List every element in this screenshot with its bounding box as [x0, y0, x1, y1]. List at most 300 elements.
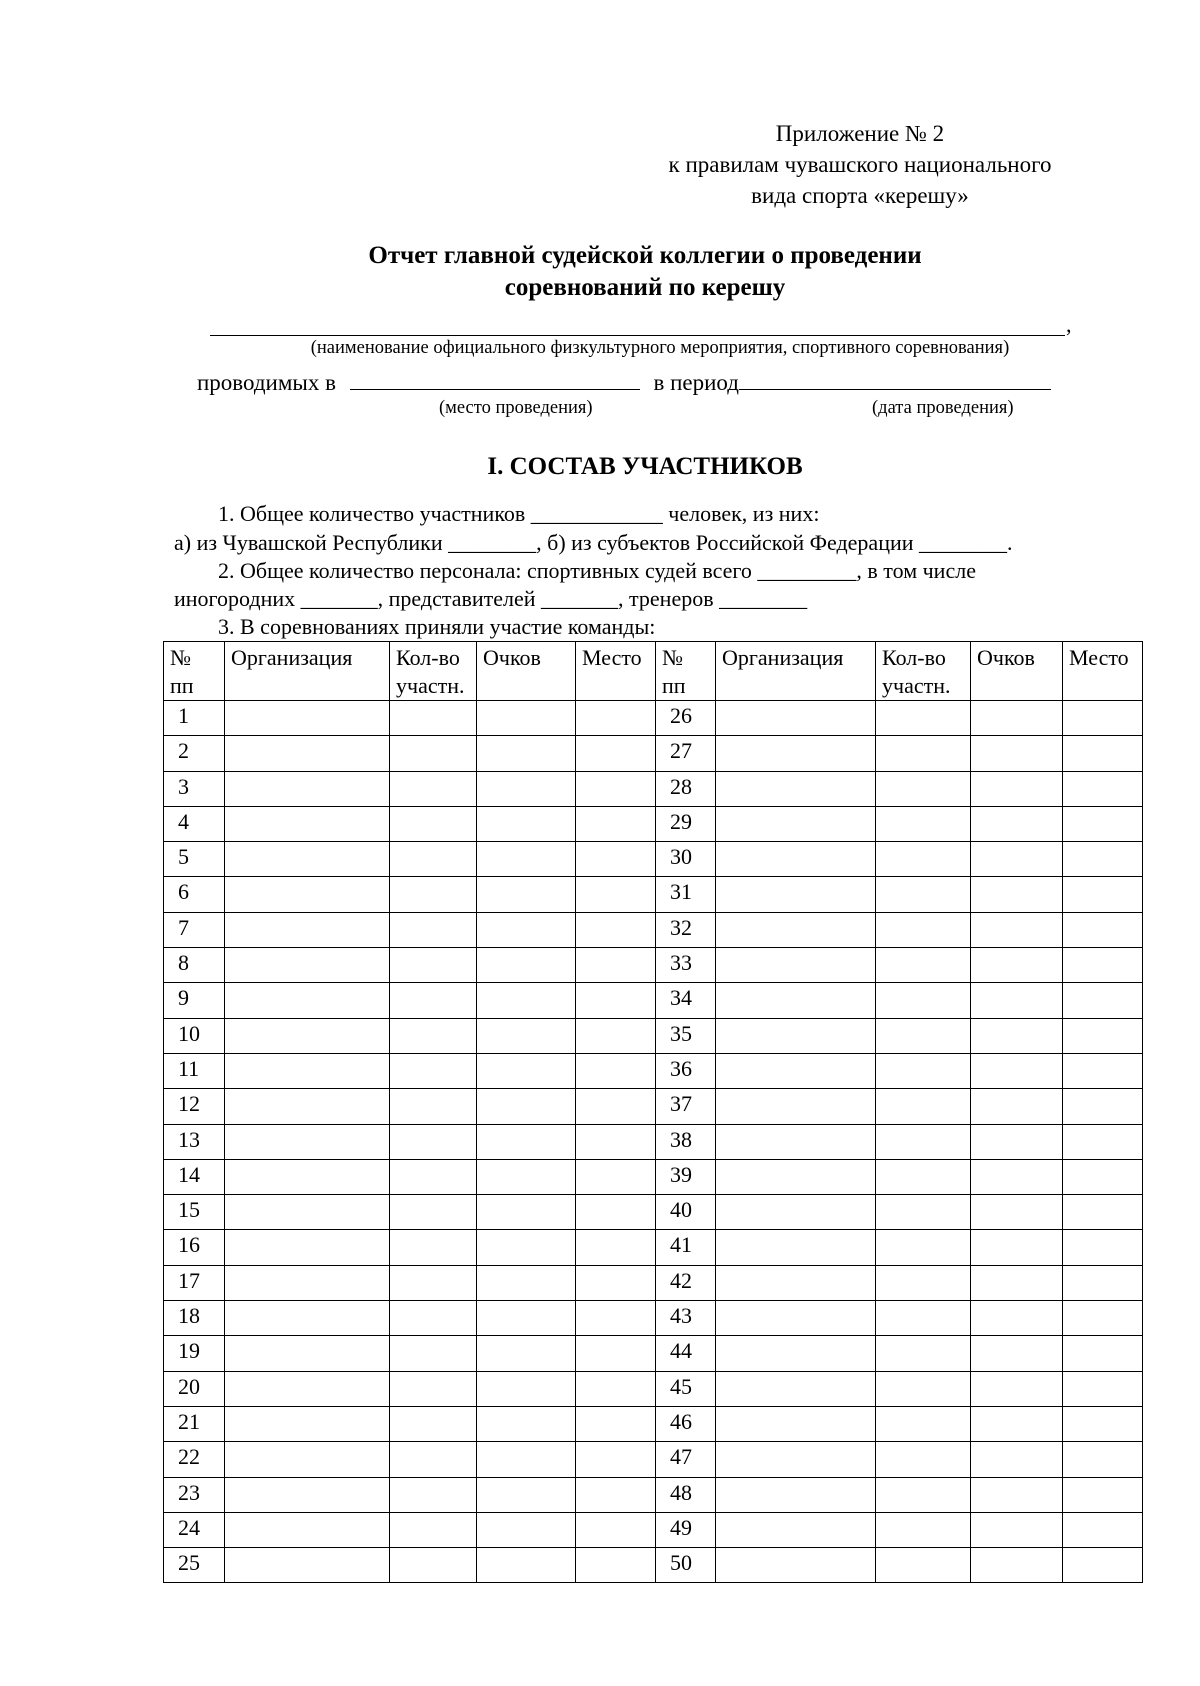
table-row — [164, 1548, 1143, 1583]
points-cell[interactable] — [971, 912, 1063, 947]
participants-count-cell[interactable] — [876, 1301, 971, 1336]
points-cell[interactable] — [971, 1512, 1063, 1547]
points-cell[interactable] — [971, 842, 1063, 877]
place-cell[interactable] — [1063, 877, 1143, 912]
place-cell[interactable] — [1063, 1442, 1143, 1477]
appendix-line-1: Приложение № 2 — [775, 121, 945, 146]
points-cell[interactable] — [477, 1053, 576, 1088]
participants-count-cell[interactable] — [876, 736, 971, 771]
organization-cell[interactable] — [716, 736, 876, 771]
table-row — [164, 771, 1143, 806]
points-cell[interactable] — [477, 1159, 576, 1194]
participants-count-cell[interactable] — [390, 1512, 477, 1547]
paragraph-3: 3. В соревнованиях приняли участие команды: — [218, 614, 656, 639]
place-cell[interactable] — [576, 1442, 656, 1477]
column-header — [1063, 642, 1143, 701]
participants-count-cell[interactable] — [390, 1053, 477, 1088]
participants-count-cell[interactable] — [390, 1265, 477, 1300]
place-cell[interactable] — [1063, 1265, 1143, 1300]
participants-count-cell[interactable] — [390, 1336, 477, 1371]
points-cell[interactable] — [477, 842, 576, 877]
place-field[interactable] — [350, 365, 640, 390]
row-number-cell: 31 — [656, 877, 716, 912]
row-number-cell: 49 — [656, 1512, 716, 1547]
row-number-cell: 18 — [164, 1301, 225, 1336]
place-cell[interactable] — [1063, 1301, 1143, 1336]
points-cell[interactable] — [477, 1089, 576, 1124]
row-number-cell: 24 — [164, 1512, 225, 1547]
place-cell[interactable] — [576, 806, 656, 841]
organization-cell[interactable] — [225, 806, 390, 841]
participants-count-cell[interactable] — [876, 1159, 971, 1194]
participants-count-cell[interactable] — [390, 1477, 477, 1512]
row-number-cell: 26 — [656, 701, 716, 736]
participants-count-cell[interactable] — [876, 701, 971, 736]
organization-cell[interactable] — [716, 1089, 876, 1124]
participants-count-cell[interactable] — [390, 1159, 477, 1194]
participants-count-cell[interactable] — [390, 912, 477, 947]
organization-cell[interactable] — [225, 948, 390, 983]
organization-cell[interactable] — [225, 983, 390, 1018]
participants-count-cell[interactable] — [876, 806, 971, 841]
date-caption: (дата проведения) — [872, 398, 1014, 418]
points-cell[interactable] — [971, 701, 1063, 736]
column-header — [477, 642, 576, 701]
points-cell[interactable] — [971, 877, 1063, 912]
points-cell[interactable] — [477, 1548, 576, 1583]
table-row — [164, 806, 1143, 841]
participants-count-cell[interactable] — [390, 1406, 477, 1441]
organization-cell[interactable] — [225, 1230, 390, 1265]
place-cell[interactable] — [1063, 1089, 1143, 1124]
row-number-cell: 21 — [164, 1406, 225, 1441]
points-cell[interactable] — [971, 736, 1063, 771]
column-header — [656, 642, 716, 701]
organization-cell[interactable] — [225, 771, 390, 806]
column-header-line-2: пп — [662, 673, 686, 698]
row-number-cell: 41 — [656, 1230, 716, 1265]
organization-cell[interactable] — [716, 1442, 876, 1477]
table-row — [164, 983, 1143, 1018]
row-number-cell: 10 — [164, 1018, 225, 1053]
event-name-caption: (наименование официального физкультурного мероприятия, спортивного соревнования) — [310, 338, 1010, 358]
table-row — [164, 1301, 1143, 1336]
teams-table — [163, 641, 1143, 1583]
organization-cell[interactable] — [716, 983, 876, 1018]
place-cell[interactable] — [1063, 736, 1143, 771]
row-number-cell: 38 — [656, 1124, 716, 1159]
table-row — [164, 1336, 1143, 1371]
participants-count-cell[interactable] — [876, 1124, 971, 1159]
participants-count-cell[interactable] — [876, 1195, 971, 1230]
appendix-line-2: к правилам чувашского национального — [668, 152, 1052, 177]
organization-cell[interactable] — [716, 912, 876, 947]
place-cell[interactable] — [1063, 948, 1143, 983]
place-cell[interactable] — [1063, 912, 1143, 947]
place-cell[interactable] — [576, 1124, 656, 1159]
organization-cell[interactable] — [716, 1124, 876, 1159]
place-cell[interactable] — [576, 1477, 656, 1512]
place-cell[interactable] — [576, 1195, 656, 1230]
participants-count-cell[interactable] — [876, 842, 971, 877]
column-header — [164, 642, 225, 701]
place-cell[interactable] — [1063, 1477, 1143, 1512]
report-title — [160, 240, 1130, 304]
column-header-line-1: Место — [582, 645, 642, 670]
points-cell[interactable] — [477, 1371, 576, 1406]
points-cell[interactable] — [971, 771, 1063, 806]
paragraph-1b: а) из Чувашской Республики ________, б) из субъектов Российской Федерации ________. — [174, 530, 1013, 555]
place-cell[interactable] — [1063, 1230, 1143, 1265]
participants-count-cell[interactable] — [390, 983, 477, 1018]
column-header-line-1: Организация — [722, 645, 844, 670]
participants-count-cell[interactable] — [876, 771, 971, 806]
organization-cell[interactable] — [716, 877, 876, 912]
table-header-row — [164, 642, 1143, 701]
organization-cell[interactable] — [716, 1512, 876, 1547]
participants-count-cell[interactable] — [876, 912, 971, 947]
participants-count-cell[interactable] — [390, 1301, 477, 1336]
table-row — [164, 877, 1143, 912]
participants-count-cell[interactable] — [876, 1477, 971, 1512]
organization-cell[interactable] — [716, 1301, 876, 1336]
row-number-cell: 17 — [164, 1265, 225, 1300]
place-cell[interactable] — [576, 1265, 656, 1300]
row-number-cell: 22 — [164, 1442, 225, 1477]
organization-cell[interactable] — [716, 1018, 876, 1053]
participants-count-cell[interactable] — [390, 1442, 477, 1477]
participants-count-cell[interactable] — [876, 877, 971, 912]
organization-cell[interactable] — [225, 1336, 390, 1371]
points-cell[interactable] — [971, 1089, 1063, 1124]
points-cell[interactable] — [477, 1477, 576, 1512]
organization-cell[interactable] — [716, 1159, 876, 1194]
participants-count-cell[interactable] — [876, 1512, 971, 1547]
row-number-cell: 50 — [656, 1548, 716, 1583]
participants-count-cell[interactable] — [876, 1336, 971, 1371]
column-header — [716, 642, 876, 701]
place-cell[interactable] — [1063, 1406, 1143, 1441]
organization-cell[interactable] — [225, 701, 390, 736]
points-cell[interactable] — [477, 736, 576, 771]
row-number-cell: 11 — [164, 1053, 225, 1088]
column-header-line-2: участн. — [396, 673, 465, 698]
row-number-cell: 30 — [656, 842, 716, 877]
column-header — [876, 642, 971, 701]
organization-cell[interactable] — [225, 1301, 390, 1336]
place-cell[interactable] — [576, 877, 656, 912]
points-cell[interactable] — [971, 1477, 1063, 1512]
column-header-line-1: Место — [1069, 645, 1129, 670]
points-cell[interactable] — [477, 1512, 576, 1547]
place-cell[interactable] — [576, 1548, 656, 1583]
place-cell[interactable] — [576, 1301, 656, 1336]
participants-count-cell[interactable] — [876, 1371, 971, 1406]
participants-count-cell[interactable] — [390, 1089, 477, 1124]
row-number-cell: 29 — [656, 806, 716, 841]
row-number-cell: 13 — [164, 1124, 225, 1159]
participants-count-cell[interactable] — [876, 1548, 971, 1583]
points-cell[interactable] — [477, 877, 576, 912]
participants-count-cell[interactable] — [390, 877, 477, 912]
row-number-cell: 37 — [656, 1089, 716, 1124]
column-header-line-1: Кол-во — [396, 645, 460, 670]
participants-count-cell[interactable] — [390, 806, 477, 841]
organization-cell[interactable] — [225, 1265, 390, 1300]
place-cell[interactable] — [576, 1336, 656, 1371]
column-header-line-1: Очков — [977, 645, 1035, 670]
points-cell[interactable] — [971, 1336, 1063, 1371]
place-cell[interactable] — [576, 1230, 656, 1265]
points-cell[interactable] — [477, 1442, 576, 1477]
place-cell[interactable] — [576, 1159, 656, 1194]
organization-cell[interactable] — [716, 1053, 876, 1088]
participants-count-cell[interactable] — [390, 1195, 477, 1230]
organization-cell[interactable] — [716, 806, 876, 841]
table-row — [164, 1477, 1143, 1512]
row-number-cell: 46 — [656, 1406, 716, 1441]
participants-count-cell[interactable] — [876, 1018, 971, 1053]
row-number-cell: 12 — [164, 1089, 225, 1124]
participants-count-cell[interactable] — [876, 983, 971, 1018]
organization-cell[interactable] — [225, 1089, 390, 1124]
column-header-line-1: Организация — [231, 645, 353, 670]
report-title-line-1: Отчет главной судейской коллегии о проведении — [368, 242, 922, 269]
row-number-cell: 14 — [164, 1159, 225, 1194]
column-header-line-1: Очков — [483, 645, 541, 670]
table-row — [164, 1265, 1143, 1300]
participants-count-cell[interactable] — [390, 1018, 477, 1053]
participants-count-cell[interactable] — [390, 771, 477, 806]
participants-count-cell[interactable] — [390, 701, 477, 736]
place-cell[interactable] — [1063, 842, 1143, 877]
points-cell[interactable] — [477, 806, 576, 841]
points-cell[interactable] — [477, 701, 576, 736]
table-row — [164, 1442, 1143, 1477]
place-cell[interactable] — [1063, 771, 1143, 806]
organization-cell[interactable] — [716, 948, 876, 983]
points-cell[interactable] — [971, 1548, 1063, 1583]
place-cell[interactable] — [1063, 1371, 1143, 1406]
points-cell[interactable] — [971, 983, 1063, 1018]
organization-cell[interactable] — [225, 842, 390, 877]
place-cell[interactable] — [576, 1406, 656, 1441]
paragraph-1a: 1. Общее количество участников ____________ человек, из них: — [218, 501, 820, 526]
row-number-cell: 39 — [656, 1159, 716, 1194]
points-cell[interactable] — [477, 1018, 576, 1053]
place-cell[interactable] — [1063, 701, 1143, 736]
row-number-cell: 35 — [656, 1018, 716, 1053]
table-row — [164, 1018, 1143, 1053]
column-header — [576, 642, 656, 701]
organization-cell[interactable] — [225, 1548, 390, 1583]
row-number-cell: 32 — [656, 912, 716, 947]
organization-cell[interactable] — [225, 1512, 390, 1547]
place-cell[interactable] — [1063, 1512, 1143, 1547]
organization-cell[interactable] — [716, 1371, 876, 1406]
participants-count-cell[interactable] — [390, 1230, 477, 1265]
participants-count-cell[interactable] — [876, 1265, 971, 1300]
points-cell[interactable] — [971, 1442, 1063, 1477]
points-cell[interactable] — [971, 1159, 1063, 1194]
points-cell[interactable] — [477, 1230, 576, 1265]
organization-cell[interactable] — [716, 1230, 876, 1265]
points-cell[interactable] — [971, 1230, 1063, 1265]
column-header — [971, 642, 1063, 701]
place-cell[interactable] — [1063, 1159, 1143, 1194]
organization-cell[interactable] — [716, 1548, 876, 1583]
organization-cell[interactable] — [225, 1406, 390, 1441]
place-cell[interactable] — [1063, 1336, 1143, 1371]
place-cell[interactable] — [1063, 983, 1143, 1018]
place-cell[interactable] — [576, 983, 656, 1018]
in-period-label: в период — [653, 370, 739, 395]
table-row — [164, 1159, 1143, 1194]
column-header-line-2: участн. — [882, 673, 951, 698]
place-cell[interactable] — [576, 912, 656, 947]
place-cell[interactable] — [576, 948, 656, 983]
place-cell[interactable] — [576, 842, 656, 877]
organization-cell[interactable] — [716, 701, 876, 736]
row-number-cell: 19 — [164, 1336, 225, 1371]
points-cell[interactable] — [971, 1406, 1063, 1441]
event-name-comma: , — [1066, 312, 1072, 337]
row-number-cell: 6 — [164, 877, 225, 912]
organization-cell[interactable] — [225, 1124, 390, 1159]
report-title-line-2: соревнований по керешу — [504, 274, 786, 301]
participants-count-cell[interactable] — [876, 1442, 971, 1477]
participants-count-cell[interactable] — [390, 1371, 477, 1406]
points-cell[interactable] — [477, 948, 576, 983]
section-title: I. СОСТАВ УЧАСТНИКОВ — [487, 453, 803, 480]
points-cell[interactable] — [477, 771, 576, 806]
participants-count-cell[interactable] — [876, 1053, 971, 1088]
paragraph-2b: иногородних _______, представителей _______, тренеров ________ — [174, 586, 808, 611]
organization-cell[interactable] — [225, 877, 390, 912]
points-cell[interactable] — [477, 1406, 576, 1441]
participants-count-cell[interactable] — [876, 948, 971, 983]
organization-cell[interactable] — [716, 1406, 876, 1441]
table-row — [164, 1089, 1143, 1124]
held-in-label: проводимых в — [197, 370, 336, 395]
place-cell[interactable] — [1063, 1195, 1143, 1230]
organization-cell[interactable] — [716, 1265, 876, 1300]
participants-count-cell[interactable] — [390, 1124, 477, 1159]
organization-cell[interactable] — [225, 1477, 390, 1512]
appendix-line-3: вида спорта «керешу» — [751, 183, 969, 208]
organization-cell[interactable] — [225, 736, 390, 771]
table-row — [164, 1124, 1143, 1159]
place-cell[interactable] — [1063, 1018, 1143, 1053]
place-cell[interactable] — [576, 771, 656, 806]
points-cell[interactable] — [971, 1195, 1063, 1230]
points-cell[interactable] — [477, 983, 576, 1018]
points-cell[interactable] — [971, 1124, 1063, 1159]
points-cell[interactable] — [477, 1124, 576, 1159]
points-cell[interactable] — [477, 1301, 576, 1336]
row-number-cell: 28 — [656, 771, 716, 806]
table-row — [164, 701, 1143, 736]
participants-count-cell[interactable] — [876, 1230, 971, 1265]
organization-cell[interactable] — [225, 1442, 390, 1477]
row-number-cell: 34 — [656, 983, 716, 1018]
place-cell[interactable] — [576, 1512, 656, 1547]
organization-cell[interactable] — [716, 842, 876, 877]
points-cell[interactable] — [477, 1336, 576, 1371]
points-cell[interactable] — [971, 1053, 1063, 1088]
event-name-field[interactable] — [210, 305, 1065, 336]
points-cell[interactable] — [971, 948, 1063, 983]
points-cell[interactable] — [971, 1265, 1063, 1300]
row-number-cell: 48 — [656, 1477, 716, 1512]
row-number-cell: 43 — [656, 1301, 716, 1336]
points-cell[interactable] — [477, 912, 576, 947]
place-cell[interactable] — [576, 701, 656, 736]
column-header — [390, 642, 477, 701]
organization-cell[interactable] — [225, 1371, 390, 1406]
points-cell[interactable] — [971, 806, 1063, 841]
points-cell[interactable] — [971, 1301, 1063, 1336]
row-number-cell: 8 — [164, 948, 225, 983]
place-cell[interactable] — [576, 1089, 656, 1124]
place-caption: (место проведения) — [439, 398, 593, 418]
points-cell[interactable] — [971, 1371, 1063, 1406]
table-row — [164, 912, 1143, 947]
table-row — [164, 948, 1143, 983]
points-cell[interactable] — [971, 1018, 1063, 1053]
place-cell[interactable] — [1063, 806, 1143, 841]
place-cell[interactable] — [576, 1371, 656, 1406]
participants-count-cell[interactable] — [390, 948, 477, 983]
row-number-cell: 9 — [164, 983, 225, 1018]
period-field[interactable] — [739, 365, 1051, 390]
organization-cell[interactable] — [716, 771, 876, 806]
points-cell[interactable] — [477, 1195, 576, 1230]
row-number-cell: 40 — [656, 1195, 716, 1230]
place-cell[interactable] — [1063, 1053, 1143, 1088]
organization-cell[interactable] — [716, 1477, 876, 1512]
participants-count-cell[interactable] — [876, 1089, 971, 1124]
row-number-cell: 44 — [656, 1336, 716, 1371]
place-cell[interactable] — [1063, 1548, 1143, 1583]
row-number-cell: 23 — [164, 1477, 225, 1512]
participants-count-cell[interactable] — [390, 736, 477, 771]
organization-cell[interactable] — [225, 1159, 390, 1194]
participants-count-cell[interactable] — [390, 1548, 477, 1583]
table-row — [164, 1053, 1143, 1088]
row-number-cell: 45 — [656, 1371, 716, 1406]
place-cell[interactable] — [576, 1018, 656, 1053]
table-row — [164, 1230, 1143, 1265]
table-row — [164, 1195, 1143, 1230]
organization-cell[interactable] — [716, 1336, 876, 1371]
row-number-cell: 2 — [164, 736, 225, 771]
organization-cell[interactable] — [225, 1018, 390, 1053]
row-number-cell: 4 — [164, 806, 225, 841]
place-cell[interactable] — [1063, 1124, 1143, 1159]
participants-count-cell[interactable] — [876, 1406, 971, 1441]
points-cell[interactable] — [477, 1265, 576, 1300]
organization-cell[interactable] — [225, 912, 390, 947]
place-cell[interactable] — [576, 736, 656, 771]
table-row — [164, 736, 1143, 771]
organization-cell[interactable] — [225, 1195, 390, 1230]
participants-count-cell[interactable] — [390, 842, 477, 877]
organization-cell[interactable] — [716, 1195, 876, 1230]
organization-cell[interactable] — [225, 1053, 390, 1088]
place-cell[interactable] — [576, 1053, 656, 1088]
column-header-line-2: пп — [170, 673, 194, 698]
